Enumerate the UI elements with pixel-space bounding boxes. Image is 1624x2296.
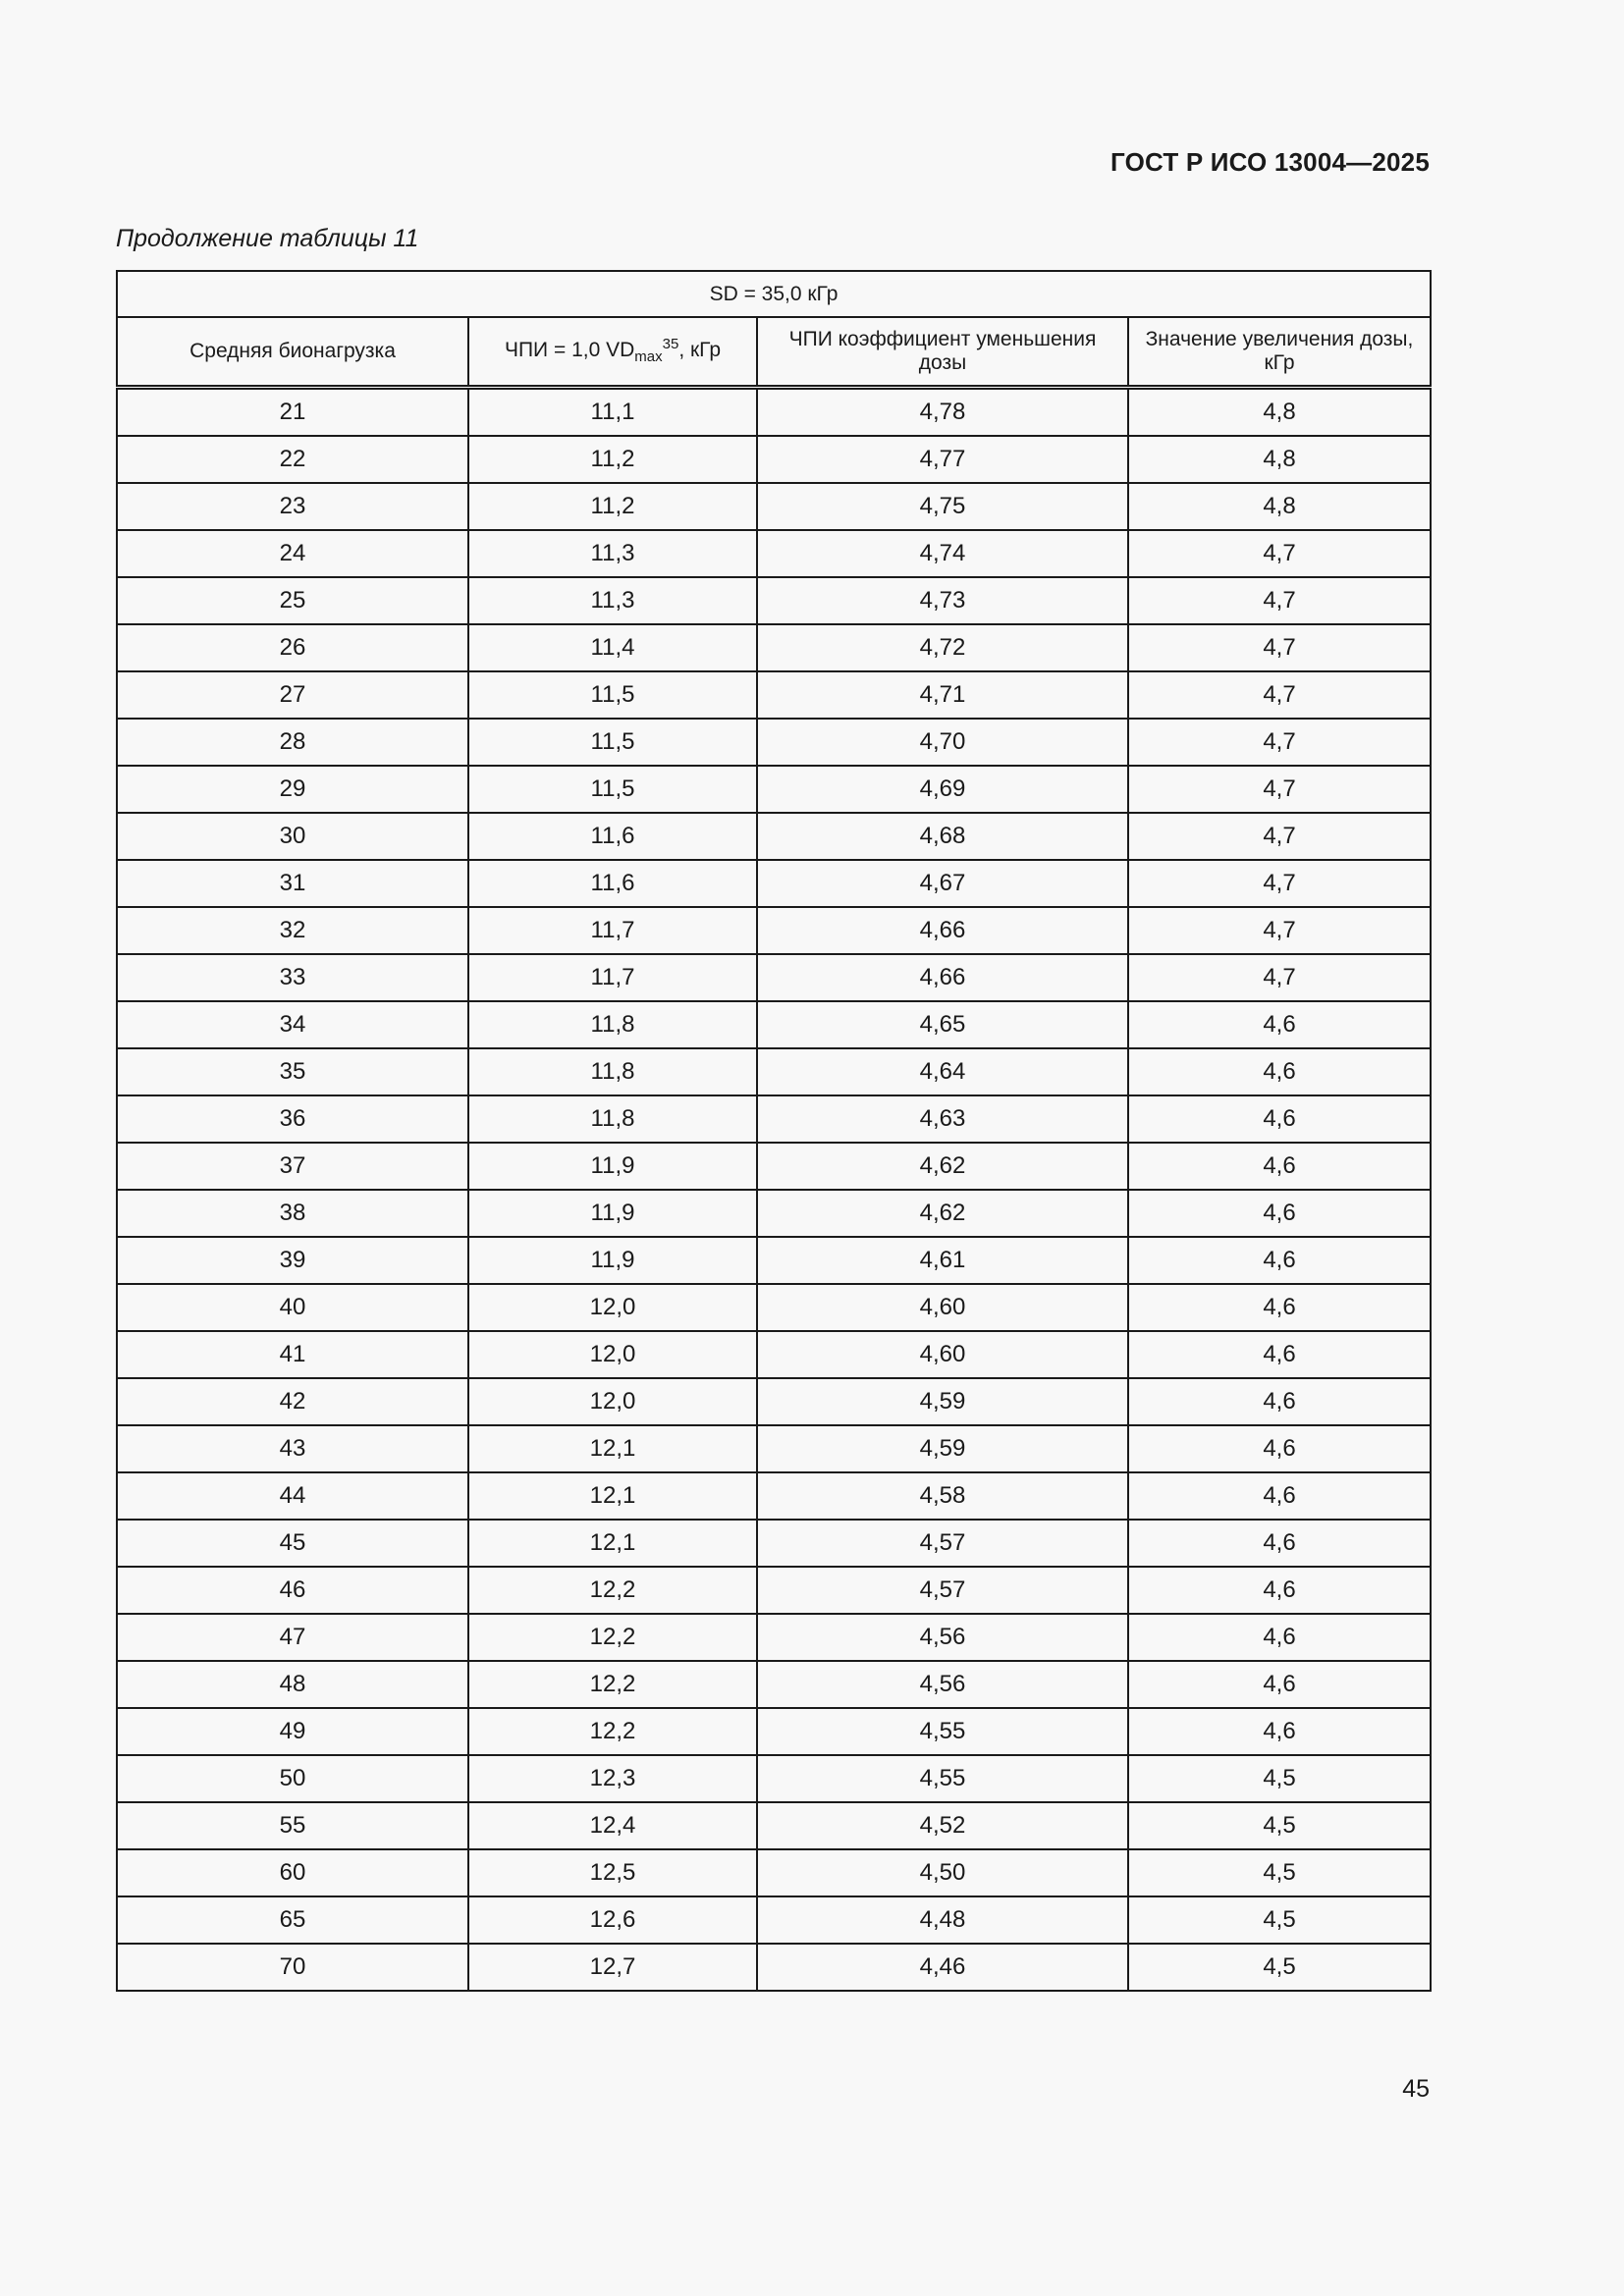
cell-spi-dose: 11,7 [468,907,757,954]
table-row [117,388,1431,437]
column-header-bioburden: Средняя бионагрузка [117,317,468,388]
table-row [117,1520,1431,1567]
cell-dose-reduction-factor: 4,63 [757,1095,1128,1143]
cell-dose-increment: 4,5 [1128,1944,1431,1991]
cell-dose-increment: 4,6 [1128,1048,1431,1095]
cell-dose-reduction-factor: 4,64 [757,1048,1128,1095]
cell-dose-increment: 4,6 [1128,1237,1431,1284]
cell-spi-dose: 11,1 [468,388,757,437]
cell-bioburden: 40 [117,1284,468,1331]
cell-dose-increment: 4,6 [1128,1472,1431,1520]
cell-spi-dose: 11,9 [468,1237,757,1284]
cell-spi-dose: 12,6 [468,1896,757,1944]
cell-spi-dose: 12,0 [468,1378,757,1425]
cell-dose-increment: 4,7 [1128,577,1431,624]
cell-dose-increment: 4,7 [1128,954,1431,1001]
table-row [117,1567,1431,1614]
cell-bioburden: 24 [117,530,468,577]
cell-dose-increment: 4,8 [1128,436,1431,483]
cell-bioburden: 49 [117,1708,468,1755]
cell-dose-increment: 4,5 [1128,1896,1431,1944]
table-row [117,1143,1431,1190]
cell-dose-increment: 4,6 [1128,1378,1431,1425]
cell-dose-reduction-factor: 4,68 [757,813,1128,860]
cell-dose-reduction-factor: 4,60 [757,1331,1128,1378]
cell-bioburden: 43 [117,1425,468,1472]
cell-dose-increment: 4,5 [1128,1802,1431,1849]
cell-bioburden: 23 [117,483,468,530]
column-header-spi-dose-sup: 35 [662,336,679,353]
cell-bioburden: 29 [117,766,468,813]
cell-bioburden: 50 [117,1755,468,1802]
cell-dose-reduction-factor: 4,70 [757,719,1128,766]
cell-dose-reduction-factor: 4,57 [757,1567,1128,1614]
cell-dose-increment: 4,7 [1128,671,1431,719]
table-row [117,1378,1431,1425]
cell-dose-increment: 4,6 [1128,1614,1431,1661]
table-row [117,1425,1431,1472]
cell-dose-reduction-factor: 4,66 [757,907,1128,954]
table-row [117,671,1431,719]
data-table-container [116,270,1430,1992]
cell-dose-reduction-factor: 4,62 [757,1190,1128,1237]
cell-bioburden: 48 [117,1661,468,1708]
cell-dose-reduction-factor: 4,46 [757,1944,1128,1991]
cell-spi-dose: 11,5 [468,719,757,766]
table-row [117,1095,1431,1143]
cell-dose-reduction-factor: 4,59 [757,1378,1128,1425]
cell-dose-increment: 4,8 [1128,483,1431,530]
cell-dose-increment: 4,6 [1128,1095,1431,1143]
table-row [117,1708,1431,1755]
cell-bioburden: 25 [117,577,468,624]
cell-dose-reduction-factor: 4,55 [757,1755,1128,1802]
table-row [117,1001,1431,1048]
table-row [117,1331,1431,1378]
cell-bioburden: 33 [117,954,468,1001]
table-row [117,436,1431,483]
cell-dose-increment: 4,7 [1128,860,1431,907]
column-header-dose-reduction-factor: ЧПИ коэффициент уменьшения дозы [757,317,1128,388]
cell-spi-dose: 12,7 [468,1944,757,1991]
cell-bioburden: 41 [117,1331,468,1378]
cell-spi-dose: 11,5 [468,671,757,719]
data-table [116,270,1432,1992]
cell-spi-dose: 11,4 [468,624,757,671]
cell-spi-dose: 11,3 [468,577,757,624]
cell-bioburden: 26 [117,624,468,671]
table-row [117,1237,1431,1284]
column-header-spi-dose-pre: ЧПИ = 1,0 VD [504,339,635,362]
cell-bioburden: 46 [117,1567,468,1614]
cell-bioburden: 55 [117,1802,468,1849]
cell-bioburden: 31 [117,860,468,907]
cell-dose-increment: 4,7 [1128,907,1431,954]
table-row [117,1472,1431,1520]
table-row [117,1849,1431,1896]
column-header-dose-increment: Значение увеличения дозы, кГр [1128,317,1431,388]
table-row [117,719,1431,766]
cell-spi-dose: 11,8 [468,1095,757,1143]
cell-dose-reduction-factor: 4,78 [757,388,1128,437]
table-row [117,1661,1431,1708]
cell-spi-dose: 11,5 [468,766,757,813]
cell-bioburden: 36 [117,1095,468,1143]
cell-spi-dose: 12,1 [468,1472,757,1520]
table-row [117,813,1431,860]
cell-dose-reduction-factor: 4,71 [757,671,1128,719]
cell-bioburden: 21 [117,388,468,437]
table-row [117,860,1431,907]
cell-spi-dose: 12,2 [468,1708,757,1755]
cell-dose-increment: 4,7 [1128,813,1431,860]
table-row [117,1755,1431,1802]
cell-dose-reduction-factor: 4,66 [757,954,1128,1001]
cell-dose-reduction-factor: 4,55 [757,1708,1128,1755]
table-row [117,624,1431,671]
cell-dose-reduction-factor: 4,56 [757,1661,1128,1708]
table-caption: Продолжение таблицы 11 [116,225,419,252]
column-header-spi-dose-post: , кГр [678,339,722,362]
cell-bioburden: 44 [117,1472,468,1520]
cell-bioburden: 28 [117,719,468,766]
cell-spi-dose: 11,6 [468,860,757,907]
cell-bioburden: 65 [117,1896,468,1944]
table-row [117,907,1431,954]
cell-spi-dose: 11,8 [468,1001,757,1048]
cell-bioburden: 42 [117,1378,468,1425]
cell-dose-increment: 4,6 [1128,1001,1431,1048]
cell-dose-reduction-factor: 4,57 [757,1520,1128,1567]
cell-bioburden: 45 [117,1520,468,1567]
cell-spi-dose: 12,0 [468,1331,757,1378]
table-row [117,1944,1431,1991]
cell-spi-dose: 11,2 [468,436,757,483]
cell-dose-reduction-factor: 4,75 [757,483,1128,530]
table-row [117,1284,1431,1331]
cell-dose-increment: 4,6 [1128,1520,1431,1567]
cell-spi-dose: 11,6 [468,813,757,860]
cell-spi-dose: 12,2 [468,1661,757,1708]
cell-dose-reduction-factor: 4,72 [757,624,1128,671]
cell-dose-reduction-factor: 4,62 [757,1143,1128,1190]
cell-spi-dose: 11,8 [468,1048,757,1095]
group-header-row [117,271,1431,317]
cell-dose-reduction-factor: 4,59 [757,1425,1128,1472]
cell-dose-reduction-factor: 4,52 [757,1802,1128,1849]
cell-bioburden: 27 [117,671,468,719]
column-header-spi-dose [468,317,757,388]
cell-dose-reduction-factor: 4,50 [757,1849,1128,1896]
table-row [117,1896,1431,1944]
cell-dose-increment: 4,7 [1128,766,1431,813]
table-row [117,530,1431,577]
column-header-row [117,317,1431,388]
page-number: 45 [1402,2075,1430,2103]
cell-dose-reduction-factor: 4,74 [757,530,1128,577]
cell-bioburden: 35 [117,1048,468,1095]
cell-spi-dose: 12,4 [468,1802,757,1849]
cell-dose-increment: 4,6 [1128,1661,1431,1708]
cell-spi-dose: 12,1 [468,1520,757,1567]
cell-dose-increment: 4,6 [1128,1425,1431,1472]
cell-dose-reduction-factor: 4,61 [757,1237,1128,1284]
cell-dose-reduction-factor: 4,69 [757,766,1128,813]
cell-bioburden: 70 [117,1944,468,1991]
cell-dose-reduction-factor: 4,67 [757,860,1128,907]
cell-dose-reduction-factor: 4,77 [757,436,1128,483]
cell-spi-dose: 12,2 [468,1567,757,1614]
cell-dose-increment: 4,5 [1128,1755,1431,1802]
cell-dose-increment: 4,6 [1128,1708,1431,1755]
cell-dose-reduction-factor: 4,65 [757,1001,1128,1048]
cell-spi-dose: 12,1 [468,1425,757,1472]
cell-dose-increment: 4,6 [1128,1284,1431,1331]
table-row [117,954,1431,1001]
cell-spi-dose: 12,5 [468,1849,757,1896]
cell-dose-increment: 4,5 [1128,1849,1431,1896]
cell-dose-reduction-factor: 4,48 [757,1896,1128,1944]
document-code: ГОСТ Р ИСО 13004—2025 [1110,147,1430,177]
cell-dose-increment: 4,8 [1128,388,1431,437]
cell-bioburden: 47 [117,1614,468,1661]
table-body [117,388,1431,1992]
cell-bioburden: 37 [117,1143,468,1190]
cell-dose-reduction-factor: 4,58 [757,1472,1128,1520]
table-row [117,1614,1431,1661]
cell-bioburden: 60 [117,1849,468,1896]
table-row [117,1802,1431,1849]
table-row [117,577,1431,624]
cell-dose-reduction-factor: 4,60 [757,1284,1128,1331]
cell-spi-dose: 12,0 [468,1284,757,1331]
cell-bioburden: 39 [117,1237,468,1284]
cell-dose-increment: 4,7 [1128,719,1431,766]
cell-bioburden: 32 [117,907,468,954]
cell-spi-dose: 12,2 [468,1614,757,1661]
cell-spi-dose: 11,7 [468,954,757,1001]
cell-spi-dose: 11,3 [468,530,757,577]
cell-dose-increment: 4,7 [1128,530,1431,577]
cell-dose-increment: 4,7 [1128,624,1431,671]
cell-dose-increment: 4,6 [1128,1143,1431,1190]
cell-spi-dose: 11,2 [468,483,757,530]
cell-bioburden: 22 [117,436,468,483]
cell-spi-dose: 11,9 [468,1143,757,1190]
cell-bioburden: 30 [117,813,468,860]
cell-dose-reduction-factor: 4,56 [757,1614,1128,1661]
group-header-sd: SD = 35,0 кГр [117,271,1431,317]
table-row [117,483,1431,530]
cell-bioburden: 38 [117,1190,468,1237]
table-row [117,1048,1431,1095]
cell-bioburden: 34 [117,1001,468,1048]
cell-spi-dose: 12,3 [468,1755,757,1802]
cell-dose-increment: 4,6 [1128,1190,1431,1237]
table-row [117,1190,1431,1237]
cell-dose-increment: 4,6 [1128,1567,1431,1614]
column-header-spi-dose-sub: max [634,348,663,366]
table-row [117,766,1431,813]
cell-dose-reduction-factor: 4,73 [757,577,1128,624]
cell-spi-dose: 11,9 [468,1190,757,1237]
cell-dose-increment: 4,6 [1128,1331,1431,1378]
